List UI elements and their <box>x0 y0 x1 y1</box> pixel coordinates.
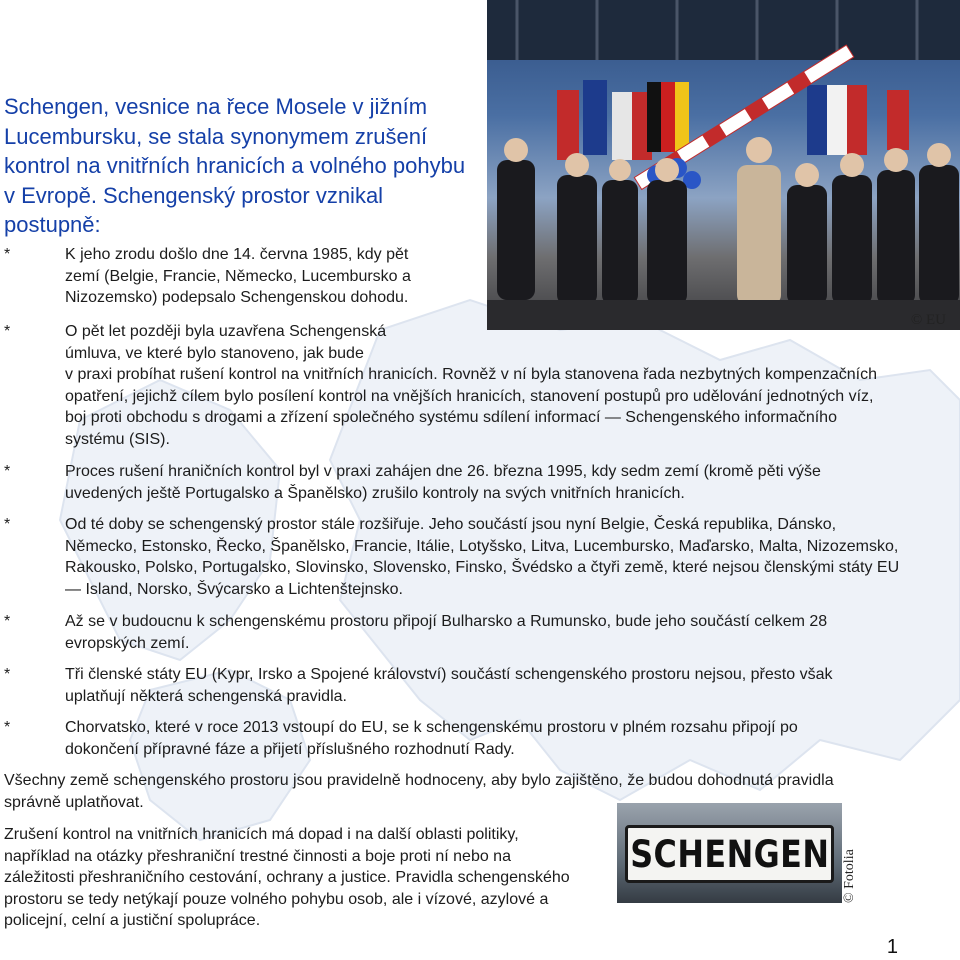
list-item <box>4 664 875 707</box>
schengen-ceremony-photo <box>487 0 960 330</box>
list-item-text: K jeho zrodu došlo dne 14. června 1985, kdy pět zemí (Belgie, Francie, Německo, Lucembursko a Nizozemsko) podepsalo Schengenskou dohodu. <box>65 246 411 306</box>
bullet-marker: * <box>4 666 11 683</box>
schengen-sign-text: SCHENGEN <box>629 832 830 876</box>
list-item <box>4 244 445 309</box>
bullet-marker: * <box>4 323 11 340</box>
list-item <box>4 461 895 504</box>
list-item-text: O pět let později byla uzavřena Schengenská úmluva, ve které bylo stanoveno, jak bude <box>65 323 387 362</box>
list-item-text: Tři členské státy EU (Kypr, Irsko a Spojené království) součástí schengenského prostoru nejsou, přesto však uplatňují některá schengenská pravidla. <box>65 666 833 705</box>
bullet-marker: * <box>4 613 11 630</box>
list-item <box>4 717 875 760</box>
list-item-text: Proces rušení hraničních kontrol byl v praxi zahájen dne 26. března 1995, kdy sedm zemí (kromě pěti výše uvedených ještě Portugalsko a Španělsko) zrušilo kontroly na svých vnitřních hranicích. <box>65 463 821 502</box>
bullet-marker: * <box>4 516 11 533</box>
list-item-continuation <box>4 364 885 450</box>
policy-paragraph: Zrušení kontrol na vnitřních hranicích má dopad i na další oblasti politiky, například na otázky přeshraniční trestné činnosti a boje proti ní nebo na záležitosti přeshraničního cestování, ochrany a justice. Pravidla schengenského prostoru se tedy netýkají pouze volného pohybu osob, ale i vízové, azylové a policejní, celní a justiční spolupráce. <box>4 826 570 929</box>
list-item-text: Až se v budoucnu k schengenskému prostoru připojí Bulharsko a Rumunsko, bude jeho součástí celkem 28 evropských zemí. <box>65 613 828 652</box>
list-item <box>4 611 895 654</box>
page-number: 1 <box>886 936 898 958</box>
photo-credit-eu: © EU <box>910 312 946 328</box>
schengen-sign-plate <box>625 825 834 883</box>
intro-text: Schengen, vesnice na řece Mosele v jižním Lucembursku, se stala synonymem zrušení kontrol na vnitřních hranicích a volného pohybu v Evropě. Schengenský prostor vznikal postupně: <box>4 94 466 237</box>
photo-credit-fotolia: © Fotolia <box>842 849 857 903</box>
list-item-text: Od té doby se schengenský prostor stále rozšiřuje. Jeho součástí jsou nyní Belgie, Česká republika, Dánsko, Německo, Estonsko, Řecko, Španělsko, Francie, Itálie, Lotyšsko, Litva, Lucembursko, Maďarsko, Malta, Nizozemsko, Rakousko, Polsko, Portugalsko, Slovinsko, Slovensko, Finsko, Švédsko a čtyři země, které nejsou členskými státy EU — Island, Norsko, Švýcarsko a Lichtenštejnsko. <box>65 516 900 598</box>
schengen-sign-photo <box>617 803 842 903</box>
bullet-marker: * <box>4 246 11 263</box>
bullet-marker: * <box>4 463 11 480</box>
bullet-marker: * <box>4 719 11 736</box>
evaluation-paragraph: Všechny země schengenského prostoru jsou pravidelně hodnoceny, aby bylo zajištěno, že budou dohodnutá pravidla správně uplatňovat. <box>4 772 834 811</box>
list-item-text: v praxi probíhat rušení kontrol na vnitřních hranicích. Rovněž v ní byla stanovena řada nezbytných kompenzačních opatření, jejichž cílem bylo posílení kontrol na vnějších hranicích, stanovení postupů pro udělování jednotných víz, boj proti obchodu s drogami a zřízení společného systému sdílení informací — Schengenského informačního systému (SIS). <box>65 366 877 448</box>
list-item <box>4 321 425 364</box>
list-item-text: Chorvatsko, které v roce 2013 vstoupí do EU, se k schengenskému prostoru v plném rozsahu připojí po dokončení přípravné fáze a přijetí příslušného rozhodnutí Rady. <box>65 719 798 758</box>
list-item <box>4 514 905 600</box>
